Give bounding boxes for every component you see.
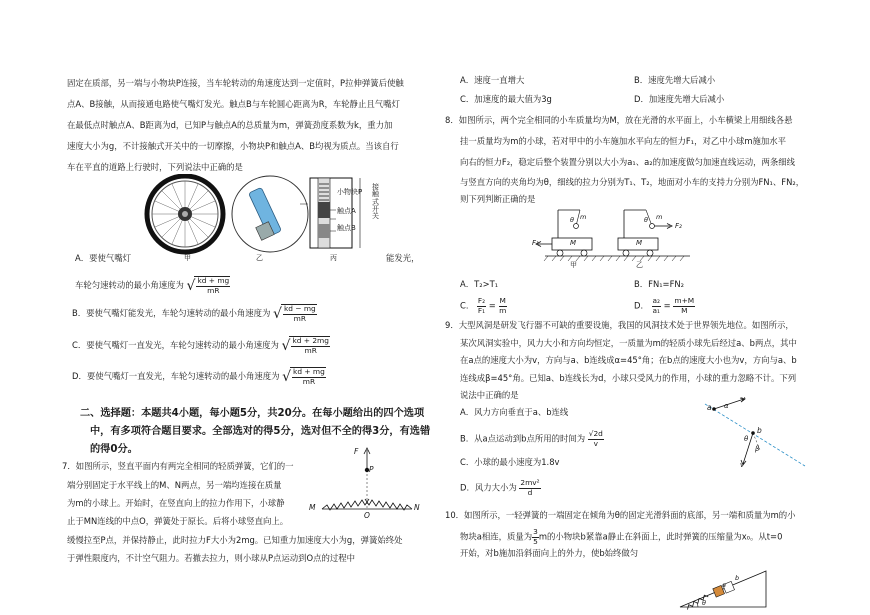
q10-line2 bbox=[460, 528, 782, 546]
q8-option-d-label: D． bbox=[634, 300, 649, 311]
q9-line: 某次风洞实验中，风力大小和方向均恒定，一质量为m的轻质小球先后经过a、b两点，其中 bbox=[460, 338, 797, 348]
q9-fig-label-v-a: v bbox=[741, 395, 746, 403]
frac-den: mR bbox=[293, 313, 307, 323]
q9-line: 说法中正确的是 bbox=[460, 390, 519, 400]
q9-option-d-text: D．风力大小为 bbox=[460, 482, 517, 493]
sqrt-symbol: √ bbox=[273, 305, 282, 322]
q7-fig-label-p: P bbox=[369, 465, 374, 474]
q6-option-a-tail: 能发光， bbox=[386, 253, 420, 263]
q6-option-a-line2 bbox=[75, 276, 230, 295]
q10-line2-part2: m的小物块b紧靠a静止在斜面上，此时弹簧的压缩量为x₀。从t=0 bbox=[538, 531, 783, 542]
q8-option-c: C． $\frac{\text{F₂}}{\text{F₁}}$ = $\frac{M}{m}$ bbox=[460, 296, 507, 315]
q6-intro-line: 车在平直的道路上行驶时，下列说法中正确的是 bbox=[67, 162, 243, 172]
q6-option-a-text: 车轮匀速转动的最小角速度为 bbox=[75, 280, 184, 291]
q9-fig-label-alpha: α bbox=[724, 402, 729, 410]
q9-fig-label-b: b bbox=[757, 426, 762, 435]
q10-incline-figure bbox=[676, 563, 776, 613]
q6-option-a: A．要使气嘴灯 bbox=[75, 253, 131, 263]
sqrt-symbol: √ bbox=[186, 277, 196, 294]
q6-option-d-text: D．要使气嘴灯一直发光，车轮匀速转动的最小角速度为 bbox=[72, 371, 280, 382]
frac-num: m+M bbox=[674, 296, 695, 305]
q10-line: 10．如图所示，一轻弹簧的一端固定在倾角为θ的固定光滑斜面的底部，另一端和质量为m的小 bbox=[445, 510, 796, 520]
q9-line: 连线成β=45°角。已知a、b连线长为d，小球只受风力的作用，小球的重力忽略不计。下列 bbox=[460, 373, 797, 383]
q7-option-c: C．加速度的最大值为3g bbox=[460, 94, 552, 104]
q10-line2-part1: 物块a相连，质量为 bbox=[460, 531, 533, 542]
q8-option-d-frac1 bbox=[652, 297, 662, 315]
q9-fig-label-beta: β bbox=[755, 445, 760, 453]
q6-option-c-text: C．要使气嘴灯一直发光，车轮匀速转动的最小角速度为 bbox=[72, 340, 279, 351]
q9-option-d-expr bbox=[519, 479, 540, 497]
section-heading-line3: 的得0分。 bbox=[90, 444, 138, 455]
q8-fig-caption-jia: 甲 bbox=[570, 261, 577, 269]
sqrt-symbol: √ bbox=[282, 368, 292, 385]
q8-fig-label-f1: F₁ bbox=[532, 239, 539, 247]
q10-fig-label-b: b bbox=[735, 574, 740, 582]
q10-line: 开始，对b施加沿斜面向上的外力，使b始终做匀 bbox=[460, 548, 639, 558]
q7-fig-label-n: N bbox=[414, 503, 420, 512]
q7-line: 为m的小球上。开始时，在竖直向上的拉力作用下，小球静 bbox=[67, 498, 285, 508]
q8-carts-figure bbox=[530, 206, 700, 270]
q6-intro-line: 速度大小为g，不计接触式开关中的一切摩擦，小物块P和触点A、B均视为质点。当该自行 bbox=[67, 141, 399, 151]
fig-label-contact-a: 触点A bbox=[337, 207, 356, 215]
q7-fig-label-f: F bbox=[354, 447, 359, 456]
frac-num: kd − mg bbox=[283, 304, 316, 313]
q8-option-d: D． $\frac{\text{a₂}}{\text{a₁}}$ = $\frac{m+M}{M}$ bbox=[634, 296, 695, 315]
fig-label-block-p: 小物块P bbox=[337, 188, 363, 196]
frac-num: F₂ bbox=[477, 296, 486, 305]
q8-fig-label-theta-jia: θ bbox=[570, 216, 574, 224]
q8-line: 向右的恒力F₂，稳定后整个装置分别以大小为a₁、a₂的加速度做匀加速直线运动，两条细线 bbox=[460, 157, 796, 167]
fig-caption-bing: 丙 bbox=[330, 254, 337, 262]
q10-fig-label-theta: θ bbox=[702, 599, 706, 607]
q6-intro-line: 固定在质部，另一端与小物块P连接，当车轮转动的角速度达到一定值时，P拉伸弹簧后使触 bbox=[67, 78, 404, 88]
q7-option-b: B．速度先增大后减小 bbox=[634, 75, 716, 85]
q8-line: 8．如图所示，两个完全相同的小车质量均为M，放在光滑的水平面上，小车横梁上用细线各悬 bbox=[445, 115, 793, 125]
frac-num: kd + mg bbox=[293, 367, 325, 376]
q6-figure bbox=[140, 174, 440, 264]
q9-line: 在a点的速度大小为v，方向与a、b连线成α=45°角；在b点的速度大小也为v，方向与a、b bbox=[460, 355, 797, 365]
fig-label-switch: 接触式开关 bbox=[372, 183, 379, 221]
q8-fig-label-ball-yi: m bbox=[656, 213, 663, 221]
q8-fig-caption-yi: 乙 bbox=[636, 261, 643, 269]
sqrt-symbol: √ bbox=[281, 337, 291, 354]
q6-option-d bbox=[72, 367, 326, 386]
q6-option-c bbox=[72, 336, 330, 355]
q8-line: 则下列判断正确的是 bbox=[460, 194, 536, 204]
q8-option-c-frac2 bbox=[499, 297, 507, 315]
frac-num: M bbox=[499, 296, 506, 305]
q6-option-b bbox=[72, 304, 317, 323]
q7-option-a: A．速度一直增大 bbox=[460, 75, 525, 85]
frac-den: v bbox=[593, 438, 598, 448]
valve-lamp-drawing bbox=[232, 176, 308, 252]
q10-fig-label-a: a bbox=[722, 581, 726, 589]
q8-option-a: A．T₂>T₁ bbox=[460, 279, 499, 289]
q7-line: 于弹性限度内，不计空气阻力。若撤去拉力，则小球从P点运动到O点的过程中 bbox=[67, 553, 356, 563]
q7-option-d: D．加速度先增大后减小 bbox=[634, 94, 725, 104]
q9-line: 9．大型风洞是研发飞行器不可缺的重要设施，我国的风洞技术处于世界领先地位。如图所示， bbox=[445, 320, 794, 330]
q7-line: 7．如图所示，竖直平面内有两完全相同的轻质弹簧，它们的一 bbox=[62, 461, 294, 471]
q6-option-a-expr bbox=[194, 276, 230, 295]
q8-option-c-label: C． bbox=[460, 300, 475, 311]
q8-option-d-frac2 bbox=[673, 297, 695, 315]
q7-line: 端分别固定于水平线上的M、N两点，另一端均连接在质量 bbox=[67, 480, 282, 490]
q8-line: 与竖直方向的夹角均为θ，细线的拉力分别为T₁、T₂，地面对小车的支持力分别为FN₁、FN₂， bbox=[460, 177, 805, 187]
frac-den: a₁ bbox=[652, 305, 660, 315]
q9-option-c: C．小球的最小速度为1.8v bbox=[460, 457, 560, 467]
fig-caption-jia: 甲 bbox=[184, 254, 191, 262]
q9-option-b-expr bbox=[588, 430, 604, 448]
frac-num: √2d bbox=[588, 429, 603, 438]
frac-num: 2mv² bbox=[520, 478, 540, 487]
q8-fig-label-m-yi: M bbox=[636, 239, 643, 247]
frac-num: 3 bbox=[533, 527, 538, 536]
fig-caption-yi: 乙 bbox=[256, 254, 263, 262]
fig-label-contact-b: 触点B bbox=[337, 224, 356, 232]
q10-mass-fraction bbox=[532, 528, 539, 546]
q9-fig-label-theta: θ bbox=[744, 435, 749, 443]
section-heading: 二、选择题：本题共4小题，每小题5分，共20分。在每小题给出的四个选项 bbox=[80, 408, 425, 419]
q6-intro-line: 点A、B接触，从而接通电路使气嘴灯发光。触点B与车轮圆心距离为R，车轮静止且气嘴灯 bbox=[67, 99, 400, 109]
frac-den: mR bbox=[302, 376, 316, 386]
frac-den: mR bbox=[304, 345, 317, 355]
q6-intro-line: 在最低点时触点A、B距离为d，已知P与触点A的总质量为m，弹簧劲度系数为k，重力加 bbox=[67, 120, 393, 130]
q9-option-d bbox=[460, 479, 541, 497]
q7-line: 止于MN连线的中点O，弹簧处于原长。后将小球竖直向上。 bbox=[67, 516, 289, 526]
q9-option-a: A．风力方向垂直于a、b连线 bbox=[460, 407, 569, 417]
q7-line: 缓慢拉至P点，并保持静止，此时拉力F大小为2mg。已知重力加速度大小为g，弹簧始终处 bbox=[67, 535, 403, 545]
q8-fig-label-f2: F₂ bbox=[675, 222, 682, 230]
q9-trajectory-figure bbox=[700, 396, 815, 476]
frac-den: m bbox=[499, 305, 507, 315]
q7-fig-label-m: M bbox=[309, 503, 316, 512]
frac-num: a₂ bbox=[652, 296, 660, 305]
q8-option-c-frac1 bbox=[477, 297, 486, 315]
wheel-drawing bbox=[147, 176, 223, 252]
q6-option-c-expr bbox=[289, 336, 329, 355]
q8-fig-label-ball-jia: m bbox=[580, 213, 587, 221]
q6-option-d-expr bbox=[290, 367, 326, 386]
q6-option-b-expr bbox=[281, 304, 317, 323]
frac-den: M bbox=[681, 305, 688, 315]
q8-fig-label-m-jia: M bbox=[570, 239, 577, 247]
frac-num: kd + 2mg bbox=[292, 336, 329, 345]
q9-fig-label-v-b: v bbox=[740, 461, 745, 469]
q8-fig-label-theta-yi: θ bbox=[644, 216, 648, 224]
frac-num: kd + mg bbox=[197, 276, 230, 285]
frac-den: d bbox=[527, 487, 533, 497]
q9-fig-label-a: a bbox=[707, 403, 712, 412]
frac-den: F₁ bbox=[477, 305, 486, 315]
q9-option-b-text: B．从a点运动到b点所用的时间为 bbox=[460, 433, 586, 444]
frac-den: mR bbox=[207, 285, 220, 295]
q9-option-b bbox=[460, 430, 604, 448]
section-heading-line2: 中，有多项符合题目要求。全部选对的得5分，选对但不全的得3分，有选错 bbox=[90, 426, 431, 437]
q7-fig-label-o: O bbox=[364, 511, 370, 520]
frac-den: 5 bbox=[533, 536, 538, 546]
q6-option-b-text: B．要使气嘴灯能发光，车轮匀速转动的最小角速度为 bbox=[72, 308, 271, 319]
q8-line: 挂一质量均为m的小球，若对甲中的小车施加水平向左的恒力F₁，对乙中小球m施加水平 bbox=[460, 136, 786, 146]
q8-option-b: B．FN₁=FN₂ bbox=[634, 279, 685, 289]
